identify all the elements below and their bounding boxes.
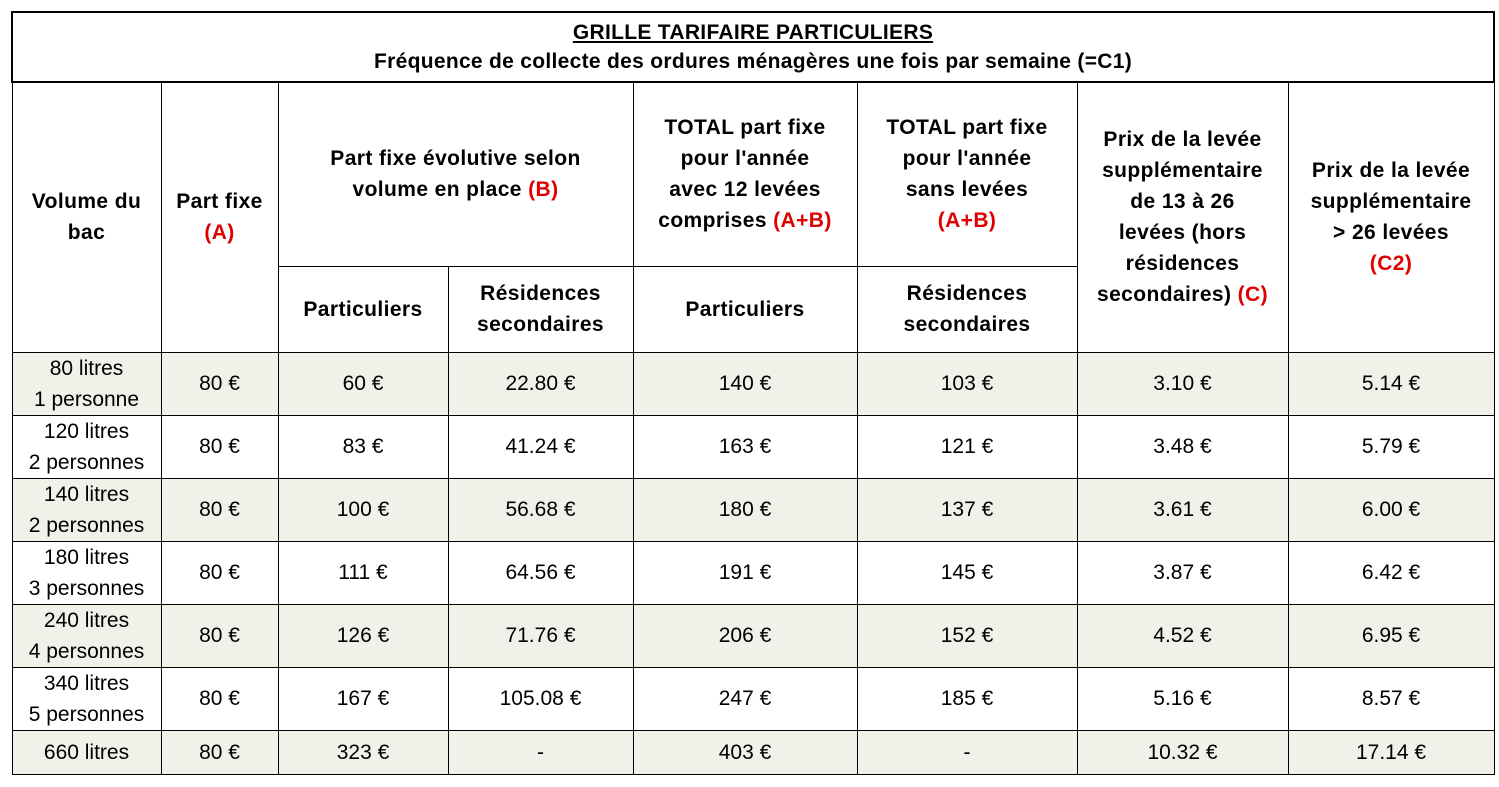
prix-c-cell: 3.10 € — [1077, 352, 1288, 415]
prix-c2-cell: 8.57 € — [1288, 667, 1494, 730]
prix-c-cell: 3.87 € — [1077, 541, 1288, 604]
prix-c2-cell: 6.00 € — [1288, 478, 1494, 541]
total-particuliers-cell: 163 € — [633, 415, 857, 478]
part-fixe-cell: 80 € — [161, 415, 278, 478]
header-part-evolutive: Part fixe évolutive selon volume en place (B) — [278, 82, 633, 266]
table-row — [12, 352, 1494, 415]
table-row — [12, 604, 1494, 667]
header-total-with-levees: TOTAL part fixe pour l'année avec 12 levées comprises (A+B) — [633, 82, 857, 266]
total-particuliers-cell: 403 € — [633, 730, 857, 774]
prix-c-cell: 4.52 € — [1077, 604, 1288, 667]
volume-cell: 240 litres 4 personnes — [12, 604, 161, 667]
b-residences-cell: 105.08 € — [448, 667, 633, 730]
prix-c2-cell: 5.79 € — [1288, 415, 1494, 478]
part-fixe-cell: 80 € — [161, 541, 278, 604]
part-fixe-cell: 80 € — [161, 352, 278, 415]
tag-ab-2: (A+B) — [937, 209, 997, 233]
b-residences-cell: - — [448, 730, 633, 774]
prix-c-cell: 10.32 € — [1077, 730, 1288, 774]
total-residences-cell: 185 € — [857, 667, 1077, 730]
tariff-table — [11, 11, 1495, 775]
b-residences-cell: 64.56 € — [448, 541, 633, 604]
prix-c-cell: 5.16 € — [1077, 667, 1288, 730]
total-particuliers-cell: 206 € — [633, 604, 857, 667]
volume-cell: 140 litres 2 personnes — [12, 478, 161, 541]
total-residences-cell: 145 € — [857, 541, 1077, 604]
volume-cell: 660 litres — [12, 730, 161, 774]
part-fixe-cell: 80 € — [161, 730, 278, 774]
total-particuliers-cell: 140 € — [633, 352, 857, 415]
header-prix-c: Prix de la levée supplémentaire de 13 à 26 levées (hors résidences secondaires) (C) — [1077, 82, 1288, 352]
total-particuliers-cell: 191 € — [633, 541, 857, 604]
total-residences-cell: 103 € — [857, 352, 1077, 415]
prix-c2-cell: 6.95 € — [1288, 604, 1494, 667]
tag-ab-1: (A+B) — [773, 209, 832, 233]
prix-c2-cell: 17.14 € — [1288, 730, 1494, 774]
tag-c2: (C2) — [1369, 252, 1413, 276]
total-residences-cell: - — [857, 730, 1077, 774]
table-title: GRILLE TARIFAIRE PARTICULIERS — [572, 21, 934, 44]
volume-cell: 180 litres 3 personnes — [12, 541, 161, 604]
b-residences-cell: 71.76 € — [448, 604, 633, 667]
b-particuliers-cell: 60 € — [278, 352, 448, 415]
subheader-residences-b: Résidences secondaires — [448, 266, 633, 352]
total-particuliers-cell: 247 € — [633, 667, 857, 730]
header-total-without-levees: TOTAL part fixe pour l'année sans levées (A+B) — [857, 82, 1077, 266]
table-row — [12, 478, 1494, 541]
table-row — [12, 667, 1494, 730]
volume-cell: 340 litres 5 personnes — [12, 667, 161, 730]
b-particuliers-cell: 126 € — [278, 604, 448, 667]
subheader-particuliers-b: Particuliers — [278, 266, 448, 352]
tag-a: (A) — [204, 221, 235, 245]
tag-b: (B) — [528, 178, 559, 202]
subheader-particuliers-total: Particuliers — [633, 266, 857, 352]
subheader-residences-total: Résidences secondaires — [857, 266, 1077, 352]
b-particuliers-cell: 100 € — [278, 478, 448, 541]
volume-cell: 80 litres 1 personne — [12, 352, 161, 415]
total-particuliers-cell: 180 € — [633, 478, 857, 541]
b-residences-cell: 56.68 € — [448, 478, 633, 541]
part-fixe-cell: 80 € — [161, 604, 278, 667]
part-fixe-cell: 80 € — [161, 667, 278, 730]
prix-c-cell: 3.61 € — [1077, 478, 1288, 541]
prix-c2-cell: 6.42 € — [1288, 541, 1494, 604]
header-volume: Volume du bac — [12, 82, 161, 352]
title-cell — [12, 12, 1494, 82]
prix-c2-cell: 5.14 € — [1288, 352, 1494, 415]
b-residences-cell: 22.80 € — [448, 352, 633, 415]
total-residences-cell: 121 € — [857, 415, 1077, 478]
b-particuliers-cell: 111 € — [278, 541, 448, 604]
tag-c: (C) — [1237, 283, 1268, 307]
table-subtitle: Fréquence de collecte des ordures ménagères une fois par semaine (=C1) — [374, 50, 1133, 73]
b-particuliers-cell: 323 € — [278, 730, 448, 774]
b-particuliers-cell: 83 € — [278, 415, 448, 478]
table-row — [12, 730, 1494, 774]
table-row — [12, 415, 1494, 478]
total-residences-cell: 152 € — [857, 604, 1077, 667]
b-residences-cell: 41.24 € — [448, 415, 633, 478]
volume-cell: 120 litres 2 personnes — [12, 415, 161, 478]
total-residences-cell: 137 € — [857, 478, 1077, 541]
table-row — [12, 541, 1494, 604]
b-particuliers-cell: 167 € — [278, 667, 448, 730]
header-prix-c2: Prix de la levée supplémentaire > 26 levées (C2) — [1288, 82, 1494, 352]
prix-c-cell: 3.48 € — [1077, 415, 1288, 478]
header-part-fixe: Part fixe (A) — [161, 82, 278, 352]
part-fixe-cell: 80 € — [161, 478, 278, 541]
